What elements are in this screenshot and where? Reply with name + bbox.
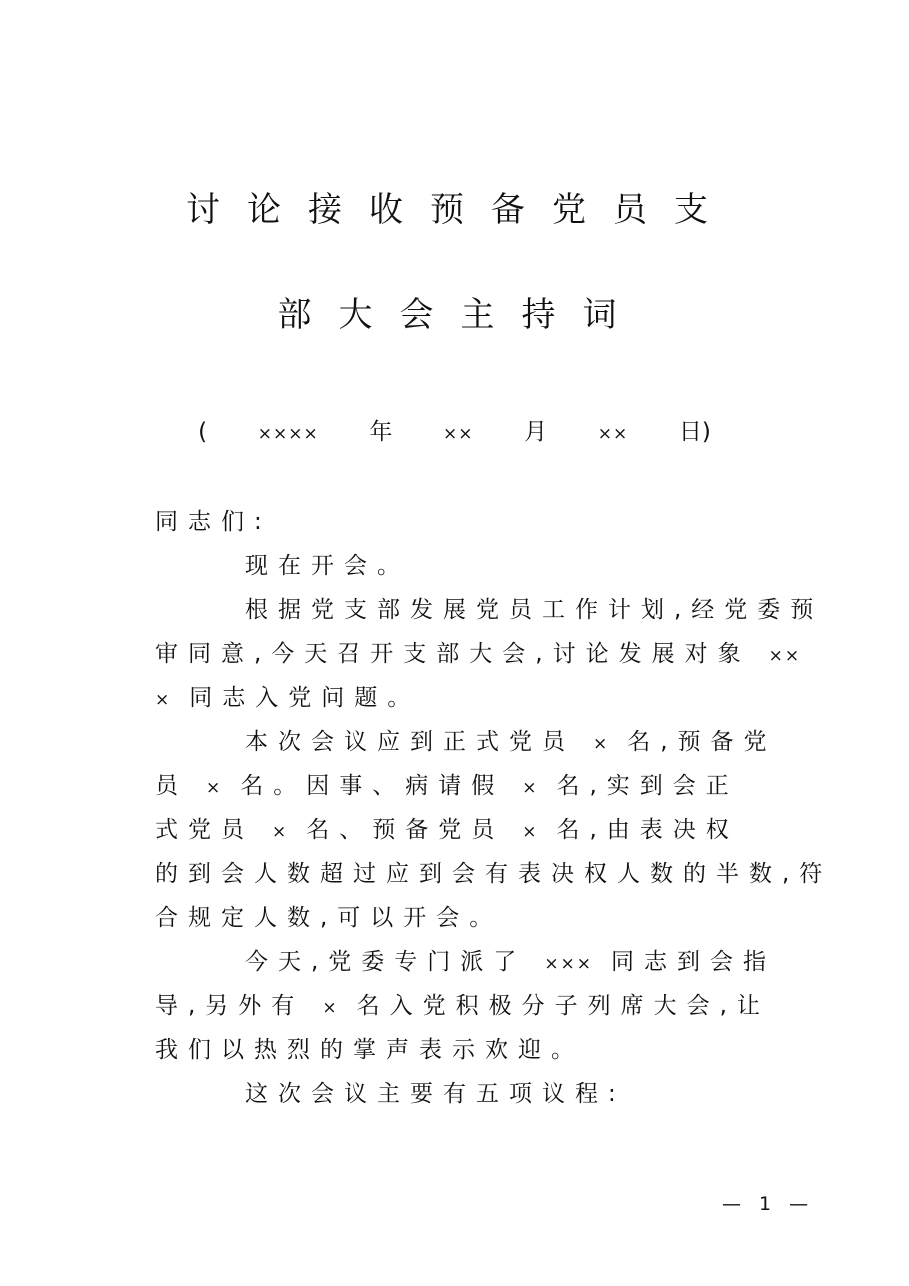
page-number: — 1 — xyxy=(722,1193,815,1215)
paragraph-attendance-line-2: 员 × 名。因事、病请假 × 名,实到会正 xyxy=(155,773,739,799)
document-date xyxy=(0,417,909,449)
document-title-line-2: 部大会主持词 xyxy=(277,295,644,335)
paragraph-welcome-line-3: 我们以热烈的掌声表示欢迎。 xyxy=(155,1037,584,1063)
paragraph-welcome-line-1: 今天,党委专门派了 ××× 同志到会指 xyxy=(245,949,777,975)
paragraph-attendance-line-4: 的到会人数超过应到会有表决权人数的半数,符 xyxy=(155,861,833,887)
date-open-paren: ( xyxy=(198,419,208,445)
paragraph-open-meeting: 现在开会。 xyxy=(245,553,410,579)
candidate-name-placeholder: ×× xyxy=(768,646,802,666)
paragraph-plan-line-1: 根据党支部发展党员工作计划,经党委预 xyxy=(245,597,824,623)
paragraph-attendance-line-1: 本次会议应到正式党员 × 名,预备党 xyxy=(245,729,777,755)
date-month-placeholder: ×× xyxy=(442,424,474,444)
paragraph-plan-line-3: × 同志入党问题。 xyxy=(155,685,421,711)
paragraph-attendance-line-3: 式党员 × 名、预备党员 × 名,由表决权 xyxy=(155,817,739,843)
paragraph-plan-line-2: 审同意,今天召开支部大会,讨论发展对象 ×× xyxy=(155,632,819,676)
date-month-label: 月 xyxy=(524,419,548,445)
paragraph-agenda-intro: 这次会议主要有五项议程: xyxy=(245,1081,626,1107)
document-title-line-1: 讨论接收预备党员支 xyxy=(186,190,735,230)
date-year-placeholder: ×××× xyxy=(257,424,319,444)
paragraph-attendance-line-5: 合规定人数,可以开会。 xyxy=(155,905,503,931)
paragraph-welcome-line-2: 导,另外有 × 名入党积极分子列席大会,让 xyxy=(155,993,770,1019)
date-year-label: 年 xyxy=(369,419,393,445)
date-day-label: 日) xyxy=(678,419,711,445)
date-day-placeholder: ×× xyxy=(597,424,629,444)
salutation: 同志们: xyxy=(155,509,272,535)
